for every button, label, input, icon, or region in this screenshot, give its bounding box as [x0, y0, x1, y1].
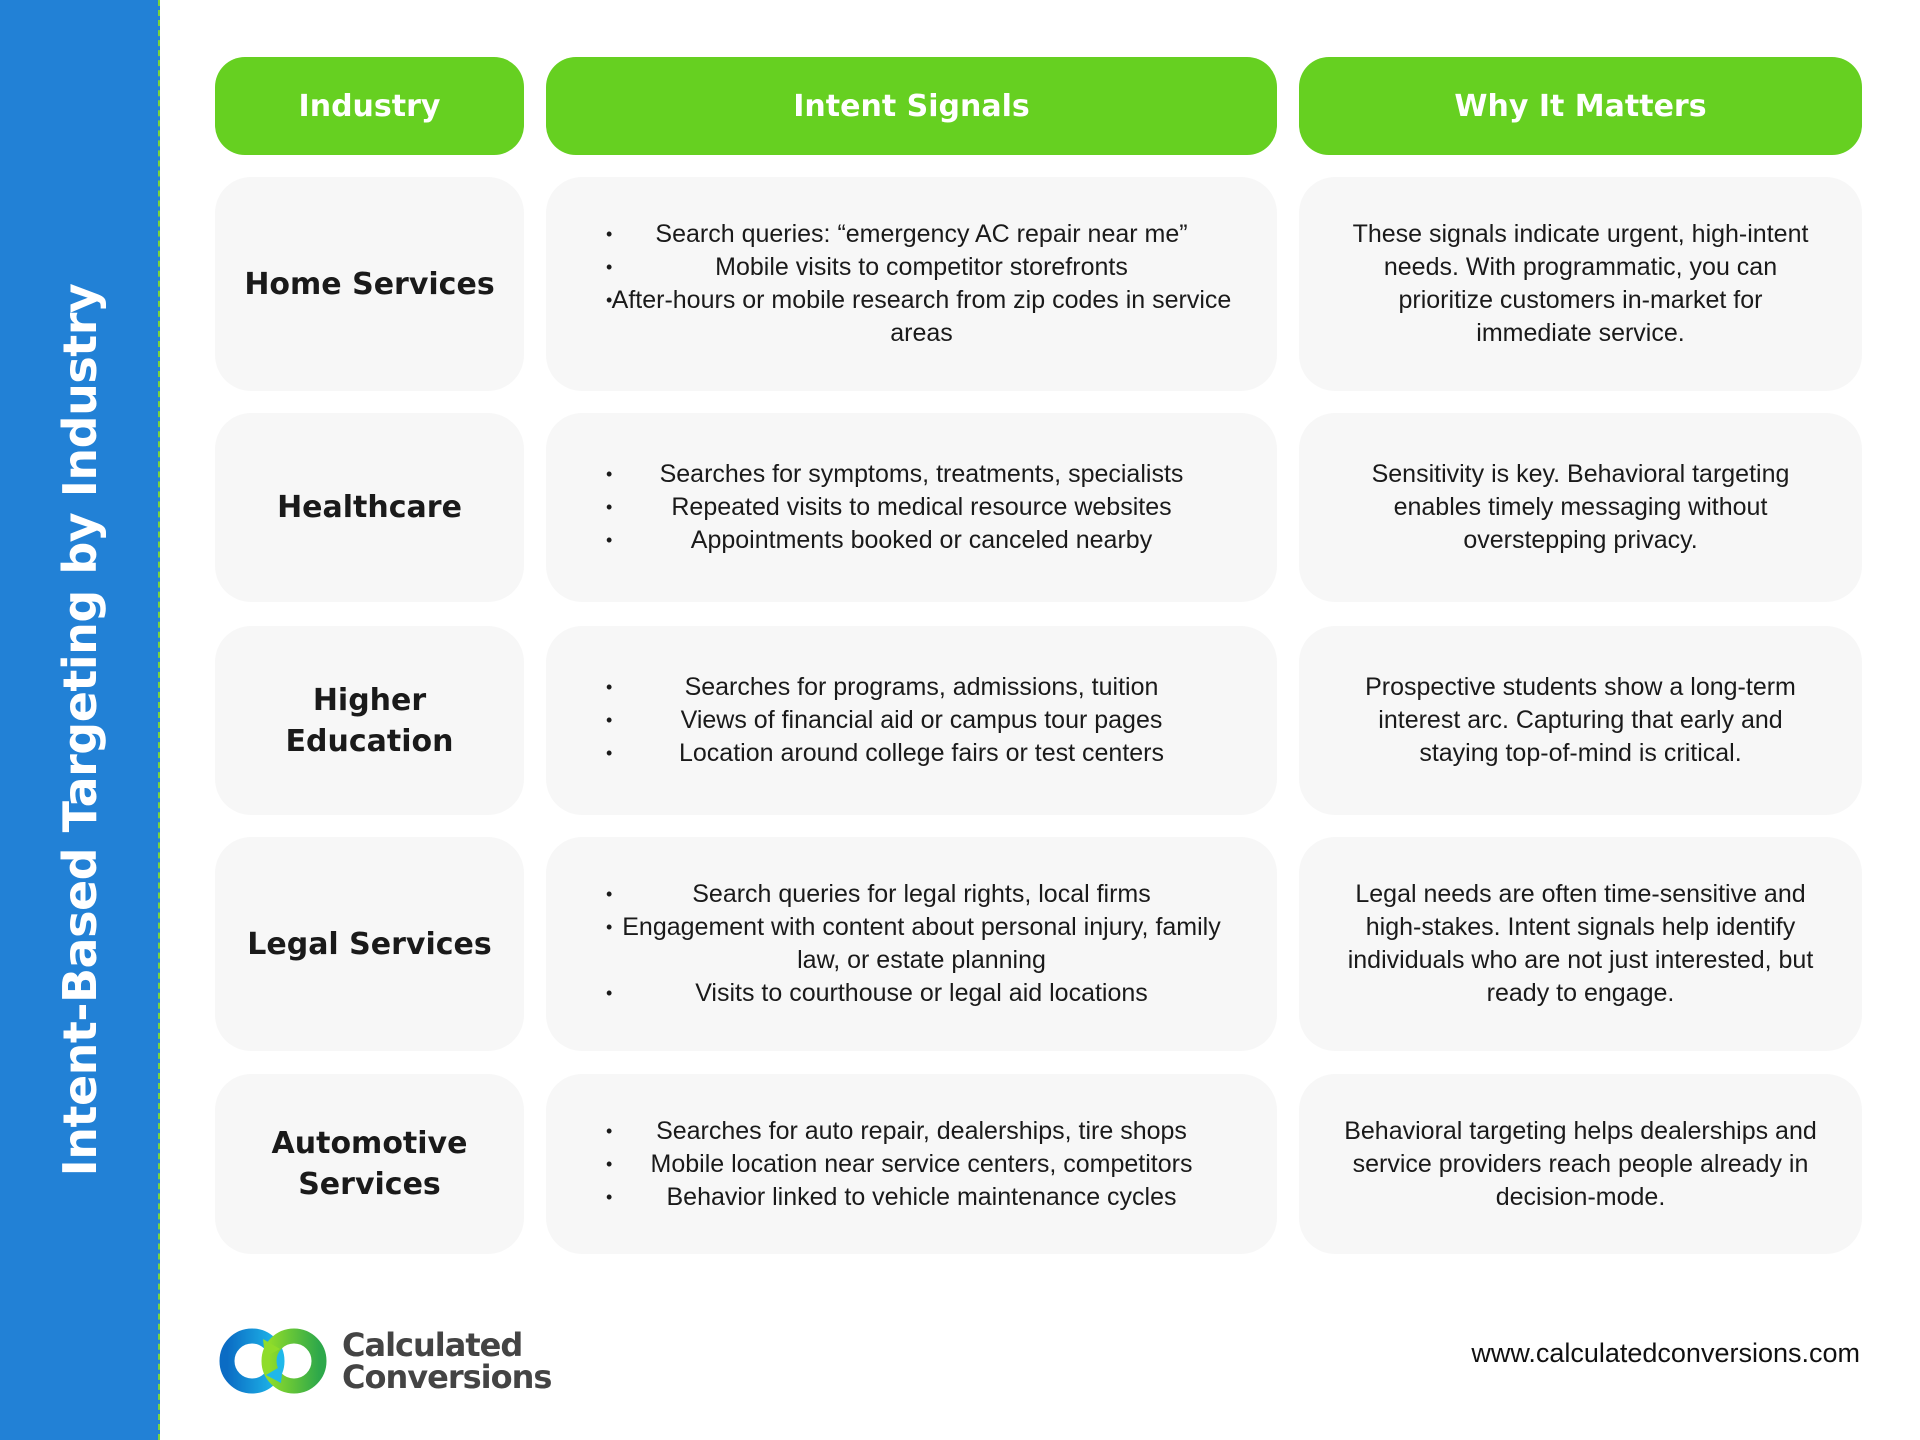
signal-item: • Location around college fairs or test centers: [606, 737, 1237, 770]
page-title: Intent-Based Targeting by Industry: [53, 283, 107, 1177]
signals-list: [546, 458, 1277, 557]
signals-list: [546, 878, 1277, 1010]
logo-line1: Calculated: [342, 1326, 523, 1364]
header-intent-signals: Intent Signals: [546, 57, 1277, 155]
intent-signals-cell: [546, 177, 1277, 391]
company-logo: [218, 1327, 551, 1395]
signal-item: • Appointments booked or canceled nearby: [606, 524, 1237, 557]
signal-item: • Repeated visits to medical resource websites: [606, 491, 1237, 524]
intent-signals-cell: [546, 626, 1277, 815]
signals-list: [546, 1115, 1277, 1214]
industry-name: Home Services: [244, 266, 495, 302]
logo-line2: Conversions: [342, 1358, 552, 1396]
signal-item: • Search queries: “emergency AC repair near me”: [606, 218, 1237, 251]
why-text: Sensitivity is key. Behavioral targeting enables timely messaging without overstepping privacy.: [1371, 460, 1790, 554]
sidebar: [0, 0, 160, 1440]
why-text: Behavioral targeting helps dealerships and service providers reach people already in decision-mode.: [1344, 1116, 1817, 1211]
why-text: Legal needs are often time-sensitive and high-stakes. Intent signals help identify individuals who are not just interested, but ready to engage.: [1347, 880, 1814, 1007]
header-why-it-matters: Why It Matters: [1299, 57, 1862, 155]
signal-item: • Mobile location near service centers, competitors: [606, 1148, 1237, 1181]
intent-signals-cell: [546, 1074, 1277, 1254]
industry-name: Automotive Services: [271, 1126, 468, 1202]
website-url[interactable]: www.calculatedconversions.com: [1471, 1338, 1860, 1368]
intent-signals-cell: [546, 837, 1277, 1051]
signal-item: • Visits to courthouse or legal aid locations: [606, 977, 1237, 1010]
logo-arrows-icon: [218, 1327, 328, 1395]
industry-name: Legal Services: [247, 926, 492, 962]
industry-name: Healthcare: [277, 490, 462, 525]
signal-item: • Searches for symptoms, treatments, specialists: [606, 458, 1237, 491]
why-it-matters-cell: [1299, 626, 1862, 815]
signal-item: • Searches for programs, admissions, tuition: [606, 671, 1237, 704]
industry-name: Higher Education: [285, 682, 454, 759]
why-text: These signals indicate urgent, high-intent needs. With programmatic, you can prioritize customers in-market for immediate service.: [1352, 220, 1809, 347]
signals-list: [546, 218, 1277, 350]
signal-item: • Search queries for legal rights, local firms: [606, 878, 1237, 911]
industry-cell: [215, 177, 524, 391]
industry-cell: [215, 413, 524, 602]
industry-cell: [215, 837, 524, 1051]
why-it-matters-cell: [1299, 177, 1862, 391]
why-it-matters-cell: [1299, 1074, 1862, 1254]
intent-signals-cell: [546, 413, 1277, 602]
signal-item: • Mobile visits to competitor storefronts: [606, 251, 1237, 284]
signal-item: • Engagement with content about personal injury, family law, or estate planning: [606, 911, 1237, 977]
industry-cell: [215, 626, 524, 815]
why-it-matters-cell: [1299, 837, 1862, 1051]
signal-item: • Searches for auto repair, dealerships, tire shops: [606, 1115, 1237, 1148]
signal-item: • After-hours or mobile research from zip codes in service areas: [606, 284, 1237, 350]
signal-item: • Behavior linked to vehicle maintenance cycles: [606, 1181, 1237, 1214]
header-industry: Industry: [215, 57, 524, 155]
why-it-matters-cell: [1299, 413, 1862, 602]
why-text: Prospective students show a long-term interest arc. Capturing that early and staying top-of-mind is critical.: [1365, 673, 1796, 767]
industry-cell: [215, 1074, 524, 1254]
signals-list: [546, 671, 1277, 770]
signal-item: • Views of financial aid or campus tour pages: [606, 704, 1237, 737]
